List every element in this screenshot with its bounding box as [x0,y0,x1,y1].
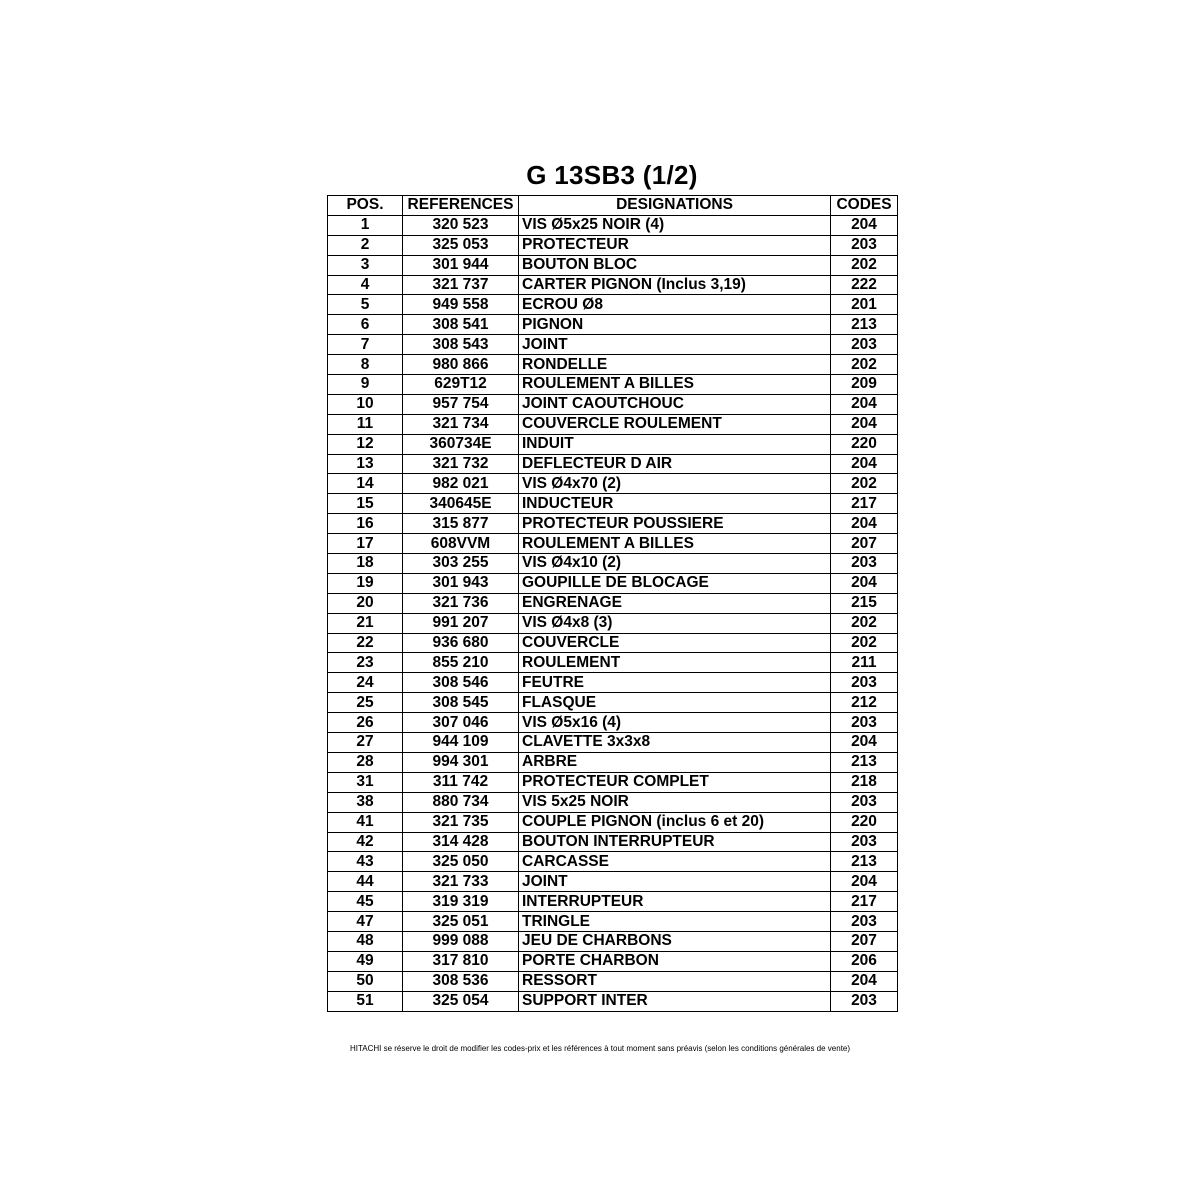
cell-pos: 12 [328,434,403,454]
cell-reference: 957 754 [403,394,519,414]
cell-designation: JOINT [519,335,831,355]
cell-designation: RESSORT [519,971,831,991]
cell-pos: 5 [328,295,403,315]
cell-designation: RONDELLE [519,355,831,375]
cell-reference: 629T12 [403,375,519,395]
table-row [328,355,898,375]
cell-designation: ARBRE [519,752,831,772]
cell-pos: 25 [328,693,403,713]
cell-designation: BOUTON INTERRUPTEUR [519,832,831,852]
table-row [328,474,898,494]
cell-code: 204 [831,454,898,474]
cell-reference: 320 523 [403,215,519,235]
table-row [328,375,898,395]
table-row [328,951,898,971]
cell-reference: 608VVM [403,534,519,554]
cell-code: 212 [831,693,898,713]
cell-reference: 308 543 [403,335,519,355]
cell-reference: 991 207 [403,613,519,633]
cell-code: 202 [831,474,898,494]
table-row [328,971,898,991]
cell-code: 220 [831,812,898,832]
cell-designation: JEU DE CHARBONS [519,931,831,951]
cell-code: 207 [831,534,898,554]
cell-code: 218 [831,772,898,792]
cell-reference: 980 866 [403,355,519,375]
cell-code: 217 [831,494,898,514]
cell-reference: 319 319 [403,892,519,912]
cell-reference: 949 558 [403,295,519,315]
cell-designation: TRINGLE [519,912,831,932]
cell-code: 202 [831,633,898,653]
disclaimer-note: HITACHI se réserve le droit de modifier les codes-prix et les références à tout moment sans préavis (selon les conditions générales de vente) [349,1044,851,1053]
table-row [328,335,898,355]
cell-pos: 4 [328,275,403,295]
table-header [328,196,898,216]
cell-code: 217 [831,892,898,912]
cell-pos: 26 [328,713,403,733]
cell-code: 204 [831,394,898,414]
cell-pos: 16 [328,514,403,534]
cell-designation: DEFLECTEUR D AIR [519,454,831,474]
cell-pos: 45 [328,892,403,912]
cell-code: 203 [831,832,898,852]
cell-code: 203 [831,991,898,1011]
cell-pos: 14 [328,474,403,494]
cell-reference: 315 877 [403,514,519,534]
cell-pos: 44 [328,872,403,892]
cell-pos: 22 [328,633,403,653]
cell-designation: PROTECTEUR [519,235,831,255]
cell-designation: FEUTRE [519,673,831,693]
cell-designation: COUPLE PIGNON (inclus 6 et 20) [519,812,831,832]
cell-reference: 944 109 [403,733,519,753]
cell-designation: COUVERCLE ROULEMENT [519,414,831,434]
cell-code: 220 [831,434,898,454]
cell-pos: 13 [328,454,403,474]
cell-pos: 43 [328,852,403,872]
cell-reference: 982 021 [403,474,519,494]
cell-designation: CARTER PIGNON (Inclus 3,19) [519,275,831,295]
cell-designation: COUVERCLE [519,633,831,653]
cell-code: 204 [831,733,898,753]
cell-pos: 27 [328,733,403,753]
table-row [328,892,898,912]
cell-pos: 18 [328,554,403,574]
table-row [328,235,898,255]
table-row [328,554,898,574]
cell-pos: 28 [328,752,403,772]
cell-pos: 31 [328,772,403,792]
cell-pos: 1 [328,215,403,235]
cell-pos: 7 [328,335,403,355]
cell-code: 203 [831,673,898,693]
cell-code: 213 [831,315,898,335]
cell-designation: VIS Ø4x8 (3) [519,613,831,633]
table-row [328,414,898,434]
cell-code: 203 [831,335,898,355]
cell-designation: ROULEMENT A BILLES [519,534,831,554]
table-row [328,673,898,693]
cell-designation: INDUCTEUR [519,494,831,514]
cell-designation: VIS Ø4x70 (2) [519,474,831,494]
cell-pos: 47 [328,912,403,932]
cell-designation: PROTECTEUR POUSSIERE [519,514,831,534]
header-codes: CODES [831,196,898,216]
cell-designation: GOUPILLE DE BLOCAGE [519,573,831,593]
cell-pos: 42 [328,832,403,852]
cell-reference: 936 680 [403,633,519,653]
cell-reference: 308 545 [403,693,519,713]
cell-designation: CARCASSE [519,852,831,872]
page-title: G 13SB3 (1/2) [526,160,698,190]
cell-code: 204 [831,573,898,593]
cell-designation: JOINT CAOUTCHOUC [519,394,831,414]
cell-reference: 994 301 [403,752,519,772]
table-row [328,653,898,673]
table-row [328,852,898,872]
cell-reference: 308 541 [403,315,519,335]
cell-code: 203 [831,235,898,255]
cell-code: 204 [831,971,898,991]
cell-reference: 999 088 [403,931,519,951]
cell-code: 213 [831,852,898,872]
cell-designation: BOUTON BLOC [519,255,831,275]
cell-code: 209 [831,375,898,395]
cell-pos: 21 [328,613,403,633]
cell-code: 211 [831,653,898,673]
cell-designation: VIS Ø5x25 NOIR (4) [519,215,831,235]
cell-reference: 325 053 [403,235,519,255]
cell-designation: ROULEMENT A BILLES [519,375,831,395]
cell-designation: INDUIT [519,434,831,454]
cell-reference: 321 733 [403,872,519,892]
table-row [328,275,898,295]
cell-code: 206 [831,951,898,971]
cell-pos: 2 [328,235,403,255]
cell-code: 202 [831,613,898,633]
cell-code: 203 [831,554,898,574]
table-row [328,295,898,315]
header-pos: POS. [328,196,403,216]
cell-pos: 11 [328,414,403,434]
cell-designation: FLASQUE [519,693,831,713]
cell-reference: 321 736 [403,593,519,613]
cell-code: 213 [831,752,898,772]
header-references: REFERENCES [403,196,519,216]
cell-designation: INTERRUPTEUR [519,892,831,912]
cell-reference: 325 050 [403,852,519,872]
cell-designation: ECROU Ø8 [519,295,831,315]
table-row [328,733,898,753]
cell-designation: SUPPORT INTER [519,991,831,1011]
cell-designation: VIS Ø5x16 (4) [519,713,831,733]
cell-reference: 317 810 [403,951,519,971]
cell-code: 204 [831,872,898,892]
cell-code: 203 [831,713,898,733]
cell-code: 222 [831,275,898,295]
cell-reference: 880 734 [403,792,519,812]
cell-reference: 311 742 [403,772,519,792]
cell-code: 203 [831,912,898,932]
cell-pos: 17 [328,534,403,554]
table-row [328,872,898,892]
cell-reference: 303 255 [403,554,519,574]
cell-designation: VIS Ø4x10 (2) [519,554,831,574]
cell-pos: 3 [328,255,403,275]
cell-pos: 23 [328,653,403,673]
table-row [328,931,898,951]
table-row [328,255,898,275]
table-row [328,713,898,733]
table-row [328,534,898,554]
cell-code: 215 [831,593,898,613]
header-designations: DESIGNATIONS [519,196,831,216]
table-row [328,693,898,713]
table-row [328,772,898,792]
cell-reference: 301 944 [403,255,519,275]
parts-table [327,195,898,1012]
cell-reference: 314 428 [403,832,519,852]
table-row [328,494,898,514]
table-row [328,752,898,772]
cell-pos: 6 [328,315,403,335]
cell-pos: 51 [328,991,403,1011]
cell-code: 202 [831,355,898,375]
cell-pos: 24 [328,673,403,693]
cell-code: 201 [831,295,898,315]
cell-designation: PROTECTEUR COMPLET [519,772,831,792]
cell-code: 202 [831,255,898,275]
cell-code: 207 [831,931,898,951]
header-row [328,196,898,216]
cell-designation: ROULEMENT [519,653,831,673]
cell-pos: 9 [328,375,403,395]
cell-reference: 321 734 [403,414,519,434]
cell-pos: 50 [328,971,403,991]
table-row [328,613,898,633]
cell-reference: 325 054 [403,991,519,1011]
cell-reference: 321 735 [403,812,519,832]
cell-reference: 340645E [403,494,519,514]
cell-pos: 15 [328,494,403,514]
cell-pos: 49 [328,951,403,971]
cell-reference: 360734E [403,434,519,454]
cell-code: 204 [831,215,898,235]
cell-reference: 308 536 [403,971,519,991]
table-body [328,215,898,1011]
cell-designation: VIS 5x25 NOIR [519,792,831,812]
cell-pos: 8 [328,355,403,375]
cell-reference: 325 051 [403,912,519,932]
table-row [328,633,898,653]
table-row [328,434,898,454]
table-row [328,394,898,414]
cell-designation: PIGNON [519,315,831,335]
cell-designation: ENGRENAGE [519,593,831,613]
cell-pos: 19 [328,573,403,593]
table-row [328,832,898,852]
cell-designation: PORTE CHARBON [519,951,831,971]
cell-code: 204 [831,514,898,534]
table-row [328,991,898,1011]
cell-code: 204 [831,414,898,434]
cell-reference: 321 732 [403,454,519,474]
table-row [328,792,898,812]
table-row [328,593,898,613]
cell-reference: 855 210 [403,653,519,673]
cell-designation: JOINT [519,872,831,892]
table-row [328,573,898,593]
cell-reference: 321 737 [403,275,519,295]
cell-reference: 307 046 [403,713,519,733]
cell-reference: 308 546 [403,673,519,693]
table-row [328,514,898,534]
table-row [328,812,898,832]
cell-pos: 20 [328,593,403,613]
cell-reference: 301 943 [403,573,519,593]
table-row [328,215,898,235]
table-row [328,315,898,335]
table-row [328,454,898,474]
cell-pos: 10 [328,394,403,414]
cell-code: 203 [831,792,898,812]
cell-designation: CLAVETTE 3x3x8 [519,733,831,753]
table-row [328,912,898,932]
cell-pos: 48 [328,931,403,951]
cell-pos: 38 [328,792,403,812]
cell-pos: 41 [328,812,403,832]
